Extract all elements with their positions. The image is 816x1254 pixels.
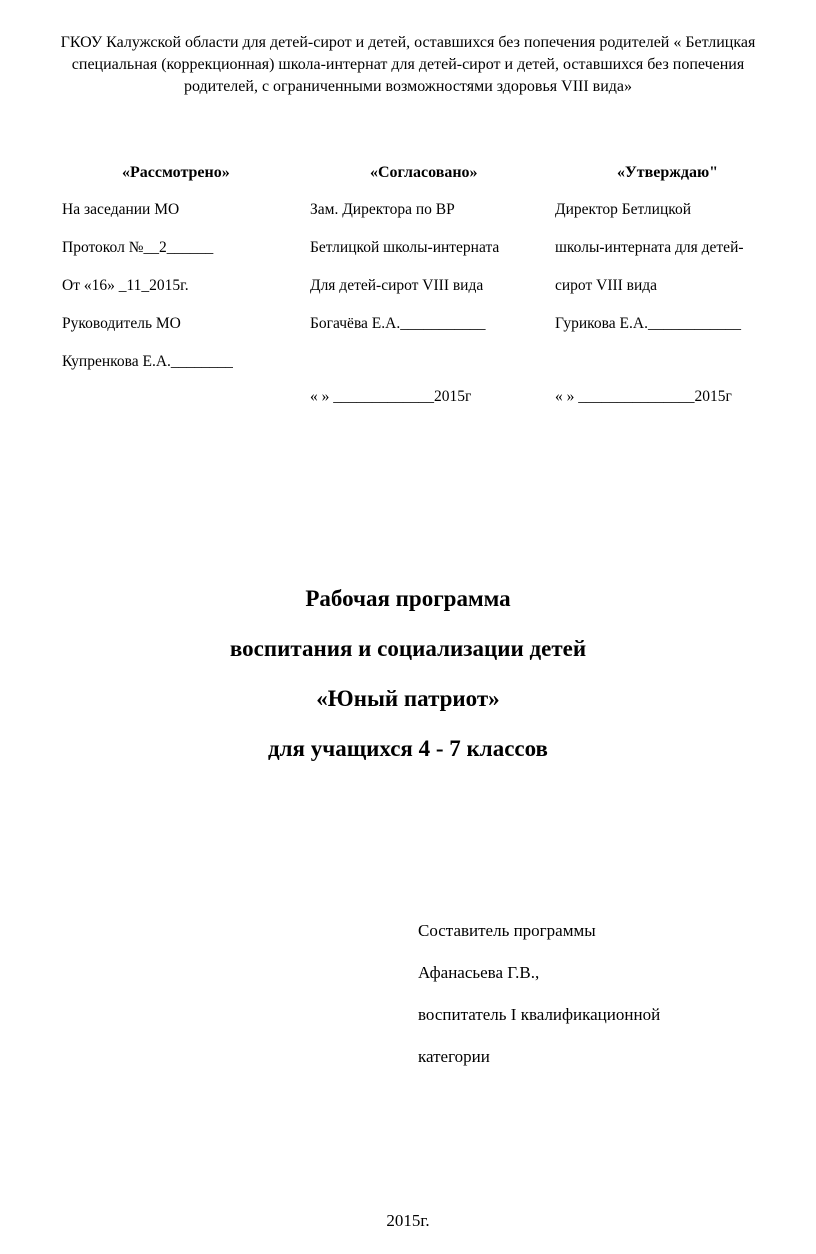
program-title-line: для учащихся 4 - 7 классов — [268, 736, 548, 761]
approved-line: сирот VIII вида — [555, 277, 658, 294]
approved-block — [555, 162, 744, 351]
school-header — [20, 32, 796, 98]
program-title — [0, 574, 816, 774]
author-block — [418, 920, 660, 1088]
reviewed-title: «Рассмотрено» — [122, 164, 230, 181]
reviewed-line: От «16» _11_2015г. — [62, 277, 189, 294]
approved-line: школы-интерната для детей- — [555, 239, 744, 256]
approved-date: « » _______________2015г — [555, 388, 732, 405]
approved-line: Гурикова Е.А.____________ — [555, 315, 741, 332]
reviewed-block — [62, 162, 233, 389]
program-title-line: воспитания и социализации детей — [229, 636, 587, 661]
agreed-date: « » _____________2015г — [310, 388, 472, 405]
document-year: 2015г. — [386, 1211, 430, 1230]
program-title-line: «Юный патриот» — [316, 686, 500, 711]
author-line: воспитатель I квалификационной — [418, 1005, 661, 1024]
reviewed-line: На заседании МО — [62, 201, 180, 218]
agreed-block — [310, 162, 499, 351]
header-line: специальная (коррекционная) школа-интернат для детей-сирот и детей, оставшихся без попечения — [71, 56, 745, 73]
header-line: ГКОУ Калужской области для детей-сирот и детей, оставшихся без попечения родителей « Бетлицкая — [60, 34, 756, 51]
approved-line: Директор Бетлицкой — [555, 201, 692, 218]
agreed-title: «Согласовано» — [370, 164, 478, 181]
approved-title: «Утверждаю" — [617, 164, 719, 181]
agreed-line: Богачёва Е.А.___________ — [310, 315, 486, 332]
reviewed-line: Купренкова Е.А.________ — [62, 353, 233, 370]
header-line: родителей, с ограниченными возможностями здоровья VIII вида» — [183, 78, 633, 95]
agreed-line: Для детей-сирот VIII вида — [310, 277, 484, 294]
author-line: Афанасьева Г.В., — [418, 963, 540, 982]
reviewed-line: Протокол №__2______ — [62, 239, 214, 256]
agreed-line: Зам. Директора по ВР — [310, 201, 455, 218]
author-line: категории — [418, 1047, 490, 1066]
reviewed-line: Руководитель МО — [62, 315, 181, 332]
author-line: Составитель программы — [418, 921, 596, 940]
program-title-line: Рабочая программа — [305, 586, 511, 611]
agreed-line: Бетлицкой школы-интерната — [310, 239, 500, 256]
